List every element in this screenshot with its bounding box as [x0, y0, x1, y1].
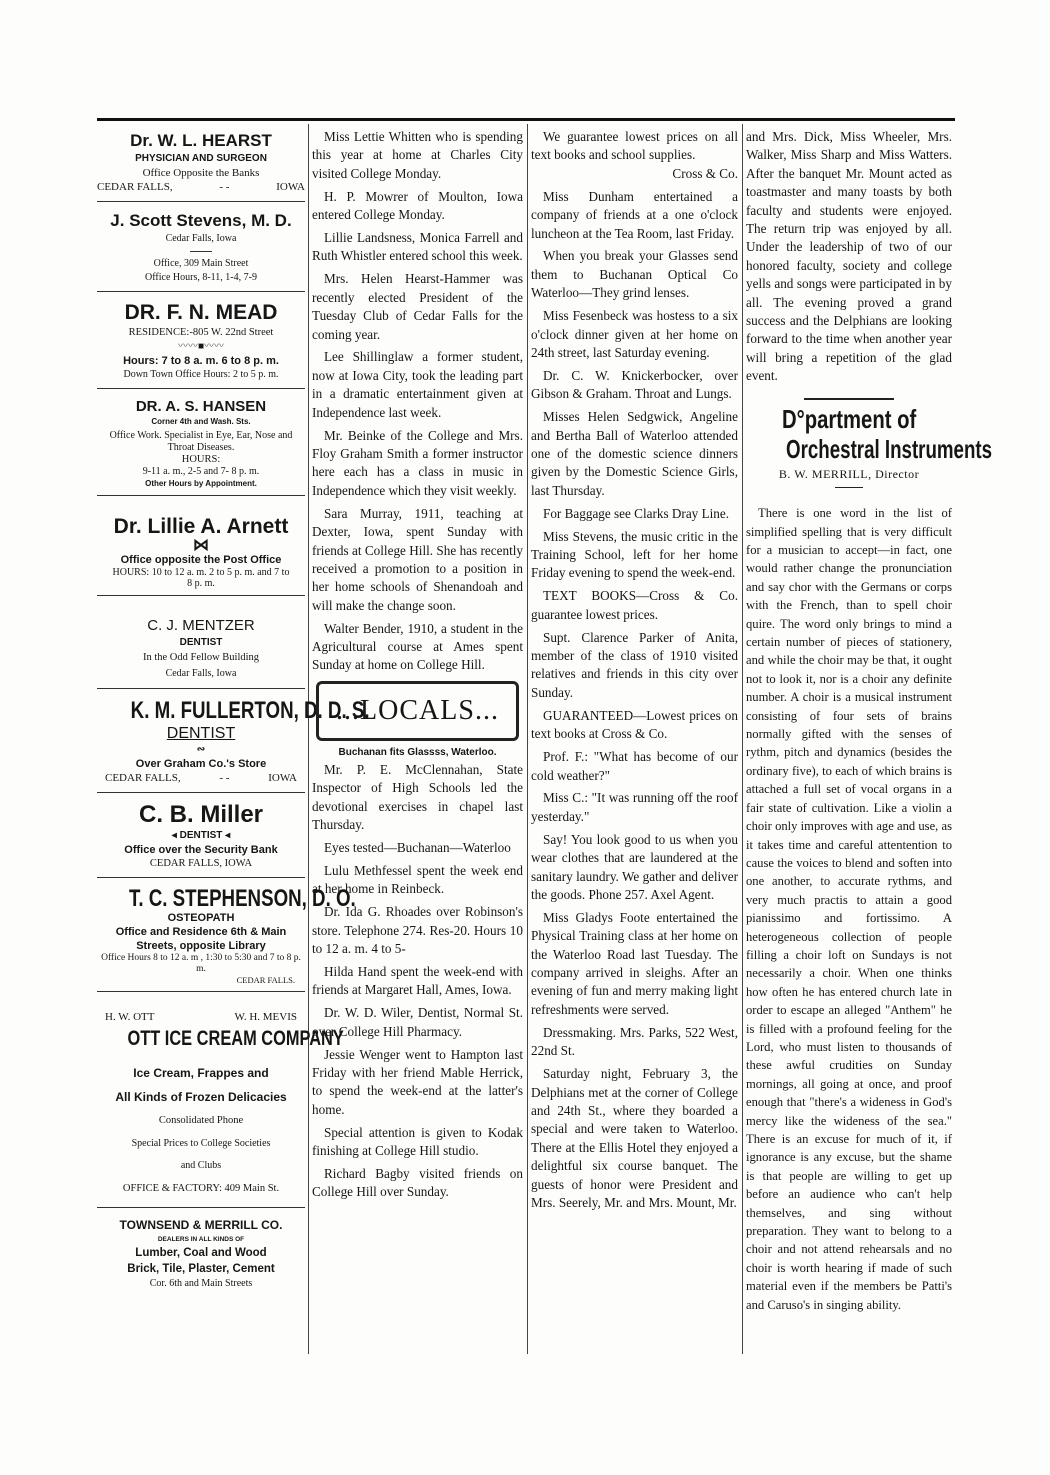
news-item: H. P. Mowrer of Moulton, Iowa entered College Monday.	[312, 188, 523, 223]
ad-dealers: DEALERS IN ALL KINDS OF	[157, 1236, 245, 1243]
news-column-4	[746, 128, 993, 1319]
news-item: Special attention is given to Kodak finishing at College Hill studio.	[312, 1124, 523, 1159]
news-item: Lulu Methfessel spent the week end at her home in Reinbeck.	[312, 862, 523, 897]
ad-work: Office Work. Specialist in Eye, Ear, Nose and Throat Diseases.	[109, 430, 293, 453]
locals-subheading: Buchanan fits Glassss, Waterloo.	[338, 746, 497, 758]
ad-downtown-hours: Down Town Office Hours: 2 to 5 p. m.	[123, 369, 279, 380]
ad-separator: - -	[219, 181, 230, 193]
ad-name: TOWNSEND & MERRILL CO.	[119, 1218, 283, 1232]
column-divider	[308, 124, 309, 1354]
ad-line: and Clubs	[180, 1160, 222, 1171]
news-item: Mr. Beinke of the College and Mrs. Floy Graham Smith a former instructor here each has a class in music in Independence which they visit weekly.	[312, 427, 523, 498]
ad-office: Office opposite the Post Office	[120, 554, 282, 566]
news-item: Misses Helen Sedgwick, Angeline and Bertha Ball of Waterloo attended one of the domestic science dinners given by the Domestic Science Girls, last Thursday.	[531, 409, 738, 498]
news-item: Supt. Clarence Parker of Anita, member of the class of 1910 visited relatives and friends in this city over Sunday.	[531, 629, 738, 700]
ad-city: CEDAR FALLS,	[105, 772, 181, 784]
news-item: Lee Shillinglaw a former student, now at Iowa City, took the leading part in a dramatic entertainment given at Independence last week.	[312, 349, 523, 420]
ad-hansen	[97, 395, 305, 496]
news-items	[312, 128, 523, 675]
ad-title: DENTIST	[179, 637, 223, 648]
ad-name: OTT ICE CREAM COMPANY	[127, 1027, 344, 1050]
divider	[835, 487, 863, 489]
news-item: Saturday night, February 3, the Delphians met at the corner of College and 24th St., where they boarded a special and were taken to Waterloo. There at the Ellis Hotel they enjoyed a delightful six course banquet. The guests of honor were President and Mrs. Seerely, Mr. and Mrs. Mount, Mr.	[531, 1066, 738, 1210]
ad-city: CEDAR FALLS,	[97, 181, 173, 193]
news-item: Sara Murray, 1911, teaching at Dexter, Iowa, spent Sunday with friends at College Hill. She has recently received a promotion to a position in her home schools of Shenandoah and will make the change soon.	[312, 505, 523, 613]
ornament-icon: 〰〰■〰〰	[177, 341, 225, 352]
ad-name: T. C. STEPHENSON, D. O.	[128, 885, 356, 912]
news-item: Richard Bagby visited friends on College Hill over Sunday.	[312, 1166, 523, 1200]
ad-mead	[97, 298, 305, 389]
ad-title: OSTEOPATH	[167, 912, 235, 924]
ad-address: Corner 4th and Wash. Sts.	[151, 417, 251, 426]
ad-city: Cedar Falls, Iowa	[165, 233, 237, 244]
ad-fullerton	[97, 695, 370, 793]
ad-line: Lumber, Coal and Wood	[135, 1247, 267, 1259]
signature: Cross & Co.	[672, 165, 738, 181]
news-item: Prof. F.: "What has become of our cold weather?"	[531, 749, 738, 783]
news-item: Mrs. Helen Hearst-Hammer was recently elected President of the Tuesday Club of Cedar Falls for the coming year.	[312, 271, 523, 342]
news-item: For Baggage see Clarks Dray Line.	[543, 505, 730, 521]
news-item: Dressmaking. Mrs. Parks, 522 West, 22nd St.	[531, 1024, 738, 1059]
department-director: B. W. MERRILL, Director	[778, 466, 920, 481]
ad-name: DR. F. N. MEAD	[124, 301, 278, 324]
news-item: Miss Dunham entertained a company of friends at a one o'clock luncheon at the Tea Room, last Friday.	[531, 188, 738, 241]
news-item: Miss Gladys Foote entertained the Physical Training class at her home on the Waterloo Road last Tuesday. The company arrived in sleighs. After an evening of fun and merry making light refreshments were served.	[531, 909, 738, 1017]
ad-hours: Hours: 7 to 8 a. m. 6 to 8 p. m.	[123, 355, 279, 367]
ad-office: Office, 309 Main Street	[153, 258, 249, 269]
ad-hearst	[97, 128, 305, 202]
divider	[190, 251, 212, 252]
ad-hours: Office Hours, 8-11, 1-4, 7-9	[145, 272, 257, 283]
ad-residence: RESIDENCE:-805 W. 22nd Street	[128, 327, 274, 338]
divider	[804, 398, 894, 400]
ad-miller: C. B. Miller ◂ DENTIST ◂ Office over the Security Bank CEDAR FALLS, IOWA	[97, 799, 305, 878]
news-item: Lillie Landsness, Monica Farrell and Ruth Whistler entered school this week.	[312, 230, 523, 264]
ad-townsend	[97, 1214, 305, 1297]
ad-city: Cedar Falls, Iowa	[165, 668, 237, 679]
news-item: Miss Stevens, the music critic in the Training School, left for her home Friday evening to spend the week-end.	[531, 528, 738, 581]
ad-mentzer	[97, 602, 305, 689]
ad-state: IOWA	[268, 772, 297, 784]
news-column-3	[531, 128, 738, 1217]
ad-phone: Consolidated Phone	[158, 1115, 244, 1126]
ad-separator: - -	[219, 772, 230, 784]
ad-city: CEDAR FALLS.	[236, 975, 295, 985]
ad-title: PHYSICIAN AND SURGEON	[135, 153, 267, 164]
ad-name: DR. A. S. HANSEN	[135, 398, 267, 415]
ad-state: IOWA	[276, 181, 305, 193]
ad-hours: Office Hours 8 to 12 a. m , 1:30 to 5:30 and 7 to 8 p. m.	[101, 953, 301, 974]
ad-line: Ice Cream, Frappes and	[133, 1066, 269, 1080]
ad-hours: HOURS: 10 to 12 a. m. 2 to 5 p. m. and 7 to 8 p. m.	[112, 567, 290, 589]
ornament-icon: ∾	[196, 744, 206, 755]
column-divider	[742, 124, 743, 1354]
ad-name: K. M. FULLERTON, D. D. S.	[130, 697, 370, 724]
ad-address: Cor. 6th and Main Streets	[149, 1278, 253, 1289]
ornament-icon: ⋈	[193, 537, 209, 554]
news-items	[531, 128, 738, 1212]
department-heading	[746, 403, 993, 489]
ad-office: Office Opposite the Banks	[142, 167, 260, 179]
ad-name: C. J. MENTZER	[147, 617, 255, 634]
ad-name: Dr. Lillie A. Arnett	[113, 515, 289, 538]
ad-line: All Kinds of Frozen Delicacies	[115, 1090, 287, 1104]
ad-owner: W. H. MEVIS	[234, 1011, 297, 1023]
ad-office: Office and Residence 6th & Main Streets, opposite Library	[115, 926, 287, 952]
heading-line: D°partment of	[781, 403, 917, 434]
ad-stevens	[97, 208, 305, 292]
ad-office: OFFICE & FACTORY: 409 Main St.	[122, 1183, 280, 1194]
news-item: Eyes tested—Buchanan—Waterloo	[324, 840, 511, 855]
news-item: GUARANTEED—Lowest prices on text books at Cross & Co.	[531, 707, 738, 742]
department-article: There is one word in the list of simplified spelling that is very difficult for a musician to accept—in fact, one would rather change the pronunciation and say chor with the Germans or corps with the French, than to spell choir quire. The word only brings to mind a certain number of pieces of stationery, and while the choir may be that, it ought not to look it, nor is a choir any definite number. A choir is a musical instrument consisting of four sets of brains normally gifted with the senses of rythm, pitch and dynamics (besides the ordinary five), to each of which brains is attached a full set of vocal organs in a fair state of cultivation. Like a violin a choir only improves with age and use, as it takes time and careful attentention to cause the voices to blend and soften into one another, to accurate rythms, and very much practis to attain a good pianissimo and fortissimo. A heterogeneous collection of people filling a choir loft on Sundays is not necessarily a choir. When one thinks how often he has entered church late in order to escape an alleged "Anthem" he is filled with a profound feeling for the Lord, who must listen to thousands of these awful crudities on Sunday mornings, all going at once, and proof enough that "there's a wideness in God's mercy like the wideness of the sea." There is an excuse for much of it, if ignorance is any excuse, but the shame is that people are willing to get up before an audience who can't help themselves, and sing without preparation. They want to belong to a choir and not attend rehearsals and no choir is worth hearing if made of such material even if the members be Patti's and Caruso's in singing ability.	[746, 506, 952, 1312]
news-item: Miss C.: "It was running off the roof yesterday."	[531, 790, 738, 824]
news-item: Say! You look good to us when you wear clothes that are laundered at the sanitary laundry. We gather and deliver the goods. Phone 257. Axel Agent.	[531, 831, 738, 902]
ad-owner: H. W. OTT	[105, 1011, 155, 1023]
ad-title: DENTIST	[179, 830, 223, 841]
ad-line: Brick, Tile, Plaster, Cement	[127, 1263, 275, 1275]
ad-name: C. B. Miller	[138, 801, 264, 828]
news-item: Mr. P. E. McClennahan, State Inspector of High Schools led the devotional exercises in chapel last Thursday.	[312, 761, 523, 833]
ad-other-hours: Other Hours by Appointment.	[145, 479, 257, 488]
ad-stephenson	[97, 884, 356, 992]
ad-office: Office over the Security Bank	[124, 844, 278, 856]
ad-line: Special Prices to College Societies	[131, 1138, 271, 1149]
ad-ott	[97, 998, 344, 1208]
ad-arnett	[97, 502, 305, 596]
news-item: Jessie Wenger went to Hampton last Friday with her friend Mable Herrick, to spend the week-end at the latter's home.	[312, 1046, 523, 1117]
news-item: When you break your Glasses send them to Buchanan Optical Co Waterloo—They grind lenses.	[531, 248, 738, 301]
ad-name: Dr. W. L. HEARST	[130, 131, 272, 150]
ad-office: Over Graham Co.'s Store	[135, 758, 267, 770]
locals-heading: ...LOCALS...	[316, 681, 519, 741]
ad-hours-label: HOURS:	[181, 454, 221, 465]
news-item: Dr. C. W. Knickerbocker, over Gibson & Graham. Throat and Lungs.	[531, 367, 738, 402]
ad-name: J. Scott Stevens, M. D.	[110, 211, 292, 230]
ad-title: DENTIST	[166, 725, 236, 742]
news-item: Hilda Hand spent the week-end with friends at Margaret Hall, Ames, Iowa.	[312, 963, 523, 998]
heading-line: Orchestral Instruments	[786, 433, 993, 464]
news-item: Dr. Ida G. Rhoades over Robinson's store. Telephone 274. Res-20. Hours 10 to 12 a. m. 4 to 5-	[312, 904, 523, 957]
column-divider	[527, 124, 528, 1354]
news-item: Miss Fesenbeck was hostess to a six o'clock dinner given at her home on 24th street, last Saturday evening.	[531, 308, 738, 360]
news-item: We guarantee lowest prices on all text books and school supplies.	[531, 129, 738, 163]
ad-office: In the Odd Fellow Building	[142, 652, 260, 663]
article-continued: and Mrs. Dick, Miss Wheeler, Mrs. Walker, Miss Sharp and Miss Watters. After the banquet Mr. Mount acted as toastmaster and many toasts by both faculty and students were enjoyed. The return trip was enjoyed by all. Under the leadership of two of our honored faculty, society and college yells and songs were participated in by all. The evening proved a grand success and the Delphians are looking forward to the time when another year will bring a repetition of the glad event.	[746, 129, 952, 384]
news-item: Walter Bender, 1910, a student in the Agricultural course at Ames spent Sunday at home on College Hill.	[312, 620, 523, 673]
advertisements-column	[97, 128, 370, 1303]
ad-city: CEDAR FALLS, IOWA	[149, 858, 253, 869]
ad-hours: 9-11 a. m., 2-5 and 7- 8 p. m.	[142, 466, 260, 477]
top-rule	[97, 118, 955, 121]
news-column-2	[312, 128, 523, 1206]
news-item: TEXT BOOKS—Cross & Co. guarantee lowest prices.	[531, 588, 738, 622]
news-items	[312, 761, 523, 1202]
news-item: Dr. W. D. Wiler, Dentist, Normal St. over College Hill Pharmacy.	[312, 1005, 523, 1039]
news-item: Miss Lettie Whitten who is spending this year at home at Charles City visited College Monday.	[312, 129, 523, 181]
